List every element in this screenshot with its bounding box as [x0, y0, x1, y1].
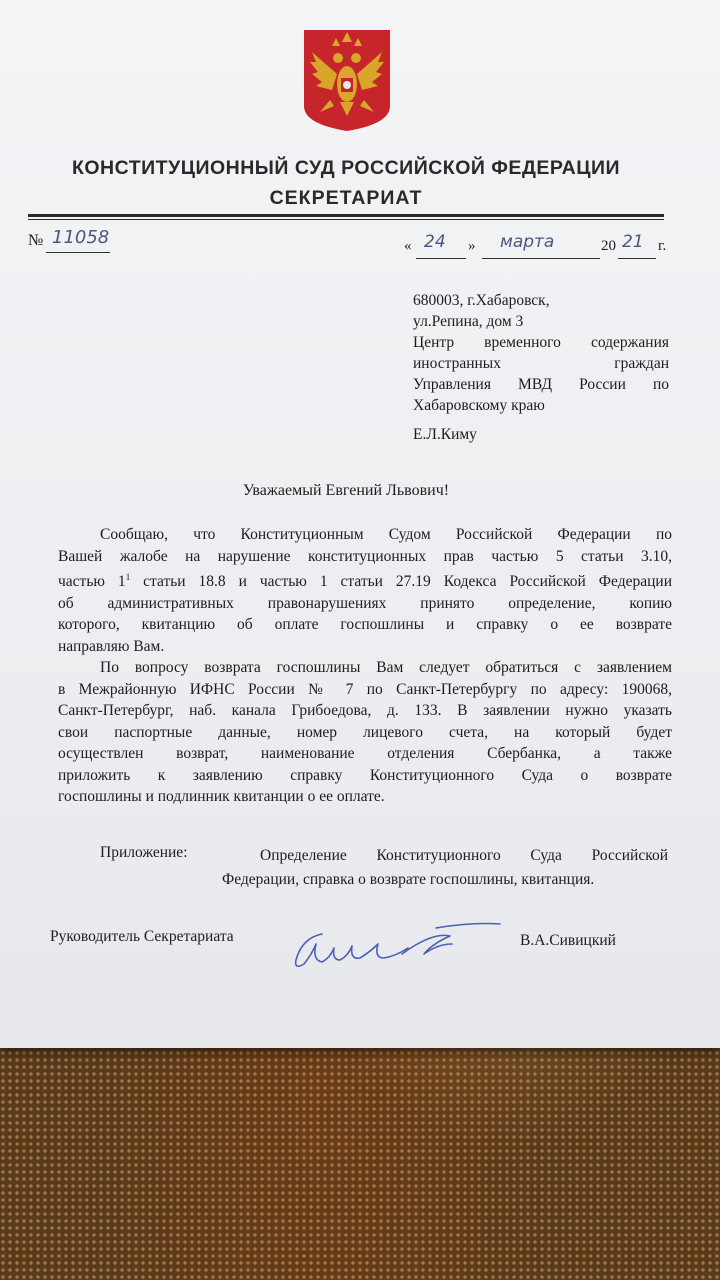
body-line: которого, квитанцию об оплате госпошлины и справку о ее возврате: [58, 616, 672, 634]
address-line-5: Управления МВД России по: [413, 376, 669, 393]
address-line: 680003, г.Хабаровск,: [413, 292, 550, 309]
signature-icon: [282, 914, 502, 976]
attachment-label: Приложение:: [100, 844, 188, 861]
signer-role: Руководитель Секретариата: [50, 928, 234, 945]
org-title: КОНСТИТУЦИОННЫЙ СУД РОССИЙСКОЙ ФЕДЕРАЦИИ: [71, 157, 620, 179]
date-quote-open: «: [404, 238, 412, 254]
ref-number-value: 11058: [52, 227, 110, 248]
body-line: госпошлины и подлинник квитанции о ее оплате.: [58, 788, 385, 806]
attachment-line: Федерации, справка о возврате госпошлины, квитанция.: [222, 871, 595, 888]
address-line: [413, 353, 669, 374]
body-line: в Межрайонную ИФНС России № 7 по Санкт-Петербургу по адресу: 190068,: [58, 680, 672, 698]
greeting: Уважаемый Евгений Львович!: [242, 482, 450, 499]
date-quote-close: »: [468, 238, 476, 254]
body-line: свои паспортные данные, номер лицевого счета, на который будет: [58, 723, 672, 741]
recipient-address: [413, 290, 669, 416]
address-line: [413, 332, 669, 353]
body-line: Санкт-Петербург, наб. канала Грибоедова, д. 133. В заявлении нужно указать: [58, 702, 672, 720]
date-year-label: г.: [658, 238, 667, 254]
date-year-suffix: 21: [622, 232, 644, 252]
recipient-name: Е.Л.Киму: [413, 426, 477, 443]
ref-number-label: №: [28, 232, 44, 249]
header-rule-thick: [28, 214, 664, 217]
date-day: 24: [424, 232, 446, 252]
date-year-prefix: 20: [601, 238, 616, 254]
attachment-line: Определение Конституционного Суда Российской: [260, 847, 668, 864]
address-line-4a: иностранных: [413, 355, 501, 372]
dept-title: СЕКРЕТАРИАТ: [269, 187, 423, 209]
body-line: приложить к заявлению справку Конституционного Суда о возврате: [58, 766, 672, 784]
letter-body: [58, 524, 672, 808]
body-line: Вашей жалобе на нарушение конституционных прав частью 5 статьи 3.10,: [58, 547, 672, 565]
address-line: Хабаровскому краю: [413, 397, 545, 414]
signer-name: В.А.Сивицкий: [520, 932, 616, 949]
body-line: Сообщаю, что Конституционным Судом Российской Федерации по: [100, 526, 672, 543]
address-line-4b: граждан: [614, 355, 669, 372]
address-line-3: Центр временного содержания: [413, 334, 669, 351]
body-line: осуществлен возврат, наименование отделения Сбербанка, а также: [58, 745, 672, 763]
body-line: частью $1^1$ статьи 18.8 и частью 1 статьи 27.19 Кодекса Российской Федерации: [58, 572, 672, 591]
body-line: направляю Вам.: [58, 637, 165, 655]
body-line: об административных правонарушениях принято определение, копию: [58, 594, 672, 612]
header-rule-thin: [28, 219, 664, 220]
attachment-text: [222, 844, 668, 892]
date-month: марта: [500, 232, 555, 252]
address-line: [413, 374, 669, 395]
body-line: По вопросу возврата госпошлины Вам следует обратиться с заявлением: [100, 659, 672, 677]
ref-number-underline: [46, 252, 110, 253]
address-line: ул.Репина, дом 3: [413, 313, 524, 330]
coat-of-arms-icon: [302, 28, 392, 132]
